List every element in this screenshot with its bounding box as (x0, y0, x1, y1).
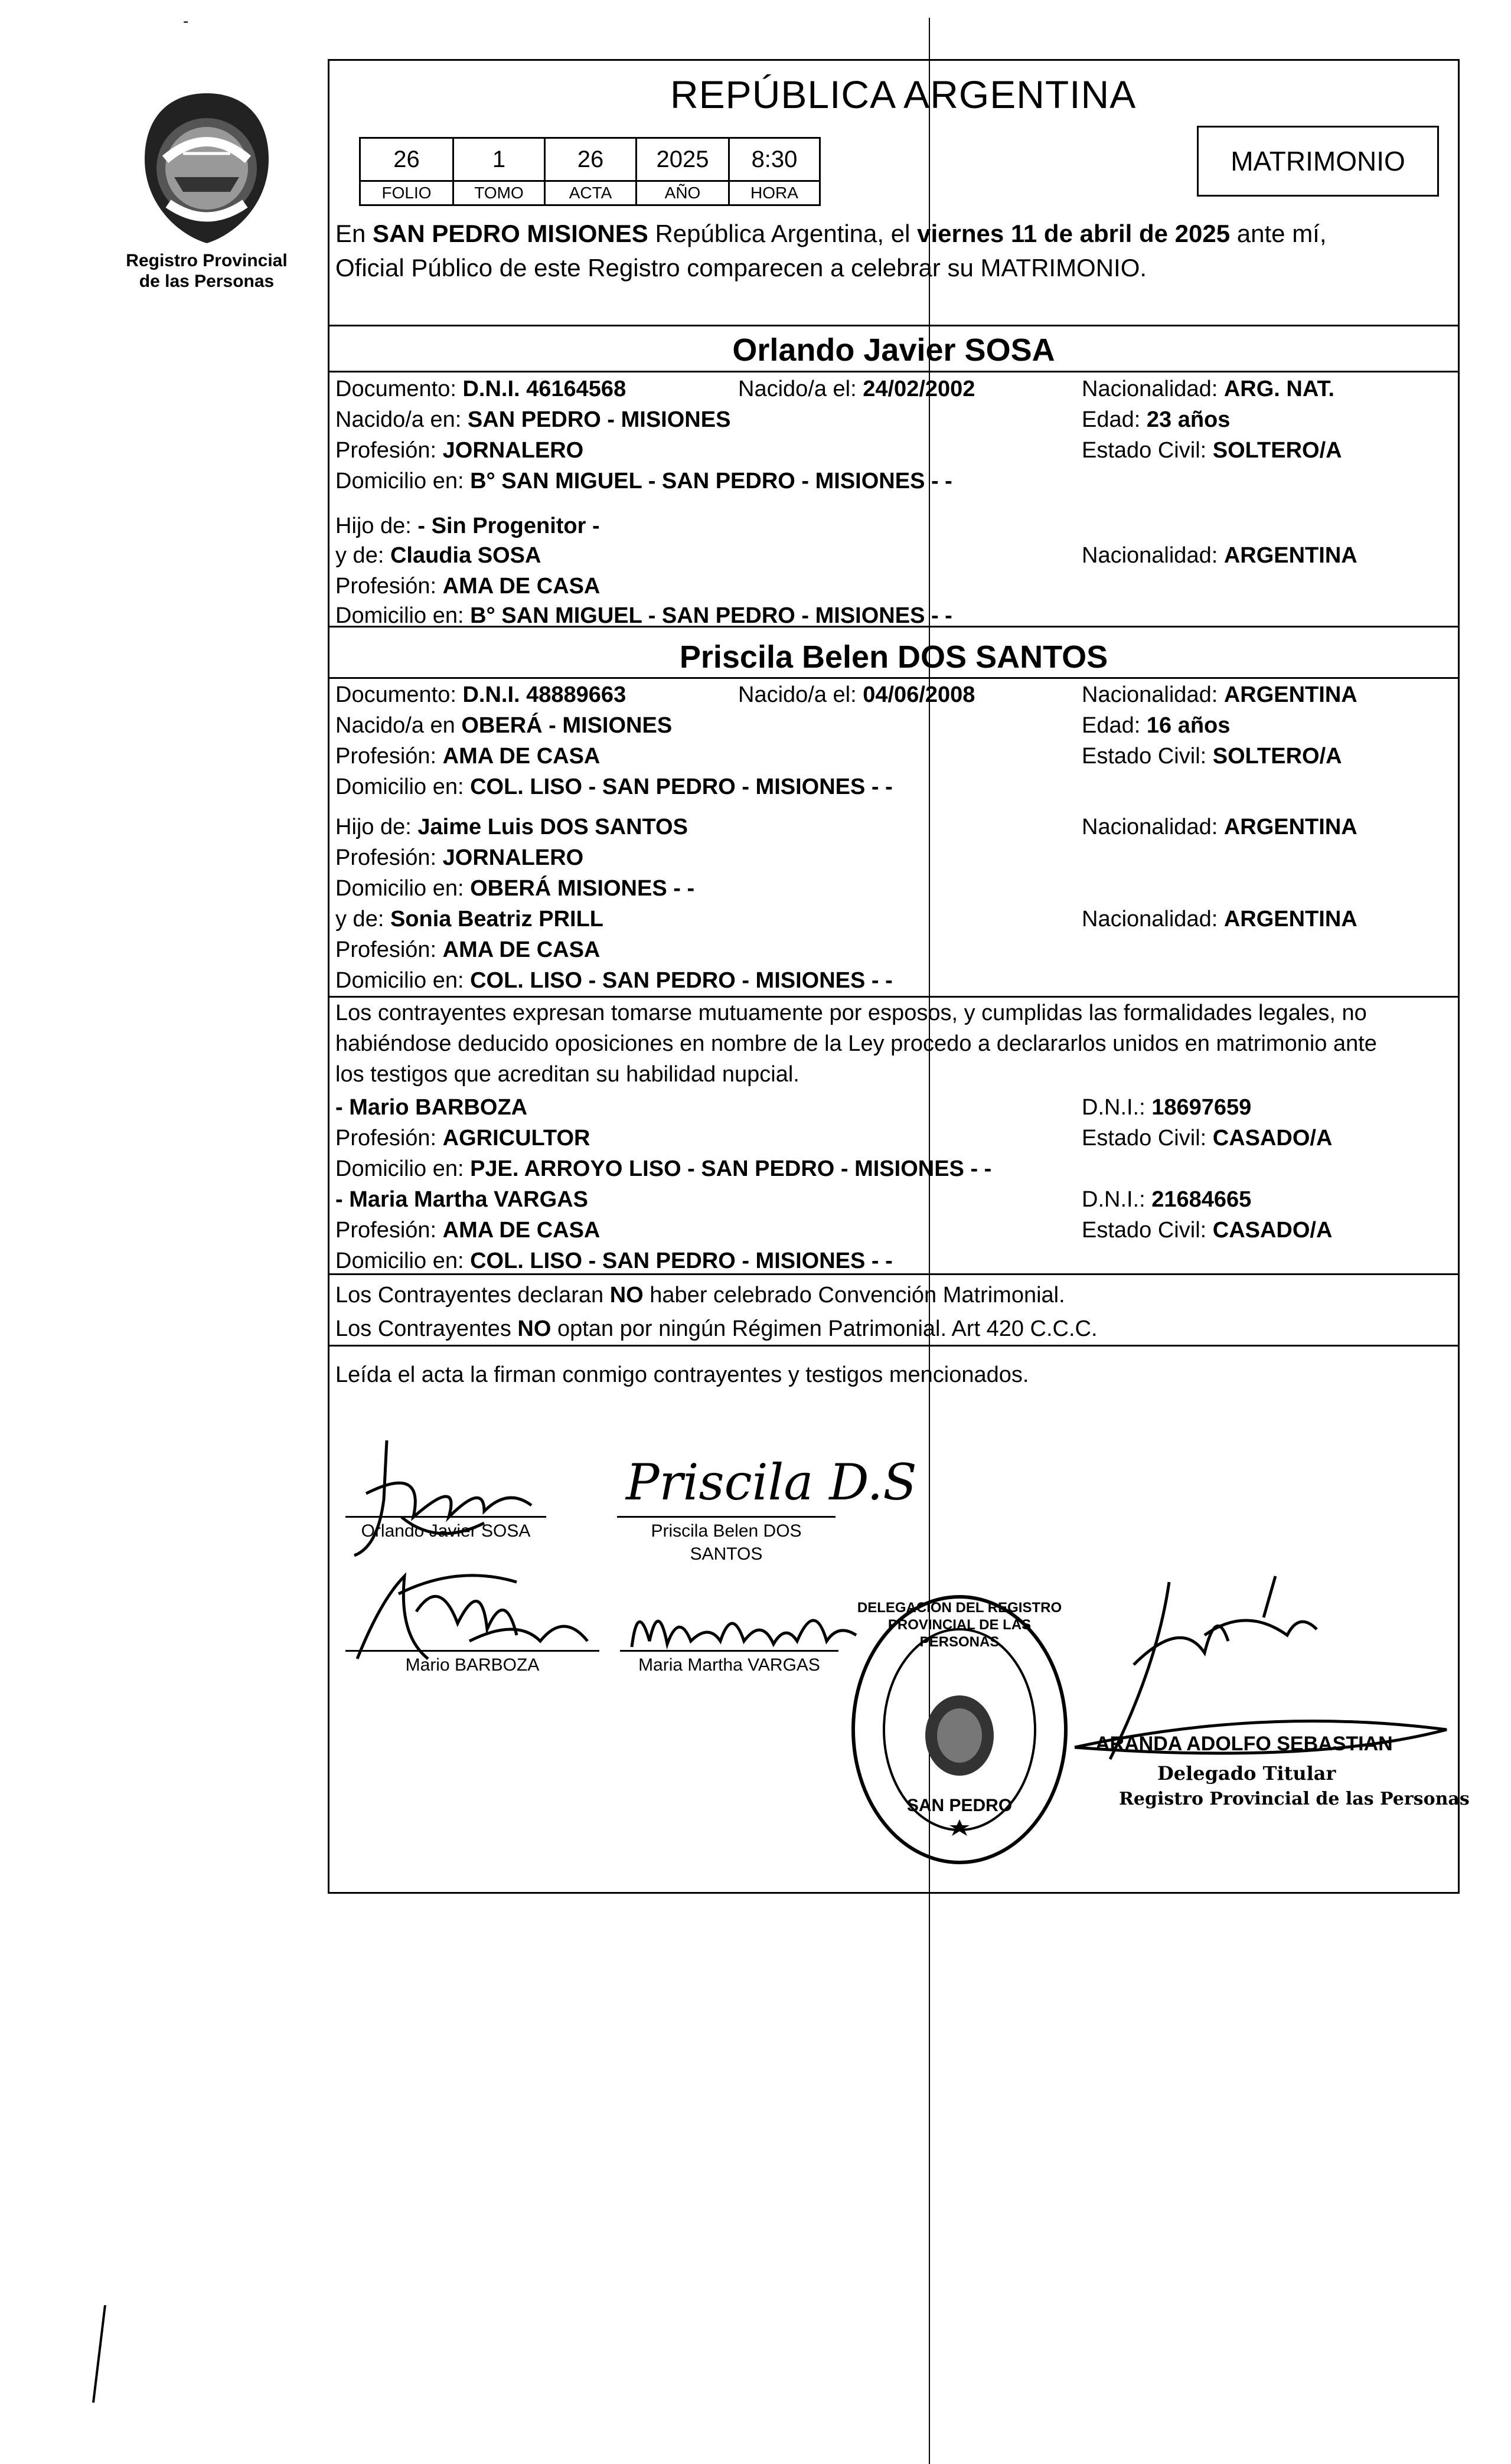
divider-header (328, 325, 1460, 326)
registry-name-line2: de las Personas (139, 271, 275, 291)
groom-age: Edad: 23 años (1082, 407, 1231, 432)
convention-statement: Los Contrayentes declaran NO haber celebrado Convención Matrimonial. (335, 1283, 1065, 1308)
groom-profession: Profesión: JORNALERO (335, 438, 584, 463)
declaration-line-2: habiéndose deducido oposiciones en nombre de la Ley procedo a declararlos unidos en matrimonio ante (335, 1031, 1377, 1056)
bride-signature-caption: Priscila Belen DOS SANTOS (651, 1521, 802, 1564)
witness-2-signature-caption: Maria Martha VARGAS (638, 1655, 820, 1675)
groom-document: Documento: D.N.I. 46164568 (335, 377, 626, 401)
closing-statement: Leída el acta la firman conmigo contrayentes y testigos mencionados. (335, 1362, 1029, 1387)
witness-2-civil-status: Estado Civil: CASADO/A (1082, 1218, 1333, 1243)
groom-signature-line (345, 1516, 546, 1518)
ceremony-date: viernes 11 de abril de 2025 (917, 220, 1231, 247)
official-name: ARANDA ADOLFO SEBASTIAN (1095, 1733, 1393, 1755)
witness-2-profession: Profesión: AMA DE CASA (335, 1218, 601, 1243)
official-registry: Registro Provincial de las Personas (1119, 1789, 1470, 1809)
witness-2-signature-line (620, 1650, 838, 1652)
country-title: REPÚBLICA ARGENTINA (670, 73, 1137, 116)
groom-birth-date: Nacido/a el: 24/02/2002 (738, 377, 975, 401)
witness-2-name: - Maria Martha VARGAS (335, 1187, 588, 1212)
year-value: 2025 (637, 138, 729, 181)
groom-mother-address: Domicilio en: B° SAN MIGUEL - SAN PEDRO - MISIONES - - (335, 603, 952, 628)
bride-father: Hijo de: Jaime Luis DOS SANTOS (335, 815, 688, 839)
bride-father-address: Domicilio en: OBERÁ MISIONES - - (335, 876, 695, 901)
bride-birth-date: Nacido/a el: 04/06/2008 (738, 682, 975, 707)
bride-signature-line (617, 1516, 836, 1518)
folio-value: 26 (360, 138, 453, 181)
hour-value: 8:30 (729, 138, 820, 181)
witness-1-address: Domicilio en: PJE. ARROYO LISO - SAN PEDRO - MISIONES - - (335, 1156, 992, 1181)
bride-father-nationality: Nacionalidad: ARGENTINA (1082, 815, 1357, 839)
groom-birth-place: Nacido/a en: SAN PEDRO - MISIONES (335, 407, 731, 432)
bride-age: Edad: 16 años (1082, 713, 1231, 738)
bride-mother-profession: Profesión: AMA DE CASA (335, 937, 601, 962)
witness-1-signature-line (345, 1650, 599, 1652)
divider-witnesses-end (328, 1273, 1460, 1275)
patrimonial-regime-statement: Los Contrayentes NO optan por ningún Régimen Patrimonial. Art 420 C.C.C. (335, 1316, 1098, 1341)
year-label: AÑO (637, 181, 729, 205)
bride-document: Documento: D.N.I. 48889663 (335, 682, 626, 707)
witness-1-name: - Mario BARBOZA (335, 1095, 528, 1120)
bride-mother-nationality: Nacionalidad: ARGENTINA (1082, 907, 1357, 932)
bride-mother: y de: Sonia Beatriz PRILL (335, 907, 604, 932)
province-seal-logo (127, 89, 286, 248)
groom-mother-nationality: Nacionalidad: ARGENTINA (1082, 543, 1357, 568)
divider-groom-title (328, 371, 1460, 372)
bride-father-profession: Profesión: JORNALERO (335, 845, 584, 870)
tomo-value: 1 (453, 138, 545, 181)
witness-2-address: Domicilio en: COL. LISO - SAN PEDRO - MISIONES - - (335, 1249, 893, 1273)
divider-bride-title (328, 677, 1460, 679)
official-role: Delegado Titular (1157, 1762, 1336, 1785)
witness-2-signature (626, 1588, 862, 1659)
bride-civil-status: Estado Civil: SOLTERO/A (1082, 744, 1342, 769)
folio-label: FOLIO (360, 181, 453, 205)
groom-signature-caption: Orlando Javier SOSA (361, 1521, 531, 1541)
witness-1-signature-caption: Mario BARBOZA (405, 1655, 540, 1675)
divider-bride-end (328, 996, 1460, 998)
bride-birth-place: Nacido/a en OBERÁ - MISIONES (335, 713, 673, 738)
bride-mother-address: Domicilio en: COL. LISO - SAN PEDRO - MISIONES - - (335, 968, 893, 993)
groom-address: Domicilio en: B° SAN MIGUEL - SAN PEDRO - MISIONES - - (335, 469, 952, 494)
bride-profession: Profesión: AMA DE CASA (335, 744, 601, 769)
groom-mother-profession: Profesión: AMA DE CASA (335, 574, 601, 599)
divider-conventions-end (328, 1345, 1460, 1347)
witness-1-profession: Profesión: AGRICULTOR (335, 1126, 590, 1151)
bride-name-title: Priscila Belen DOS SANTOS (679, 639, 1108, 675)
tomo-label: TOMO (453, 181, 545, 205)
registration-table (359, 137, 821, 206)
intro-line-1: En SAN PEDRO MISIONES República Argentina, el viernes 11 de abril de 2025 ante mí, (335, 220, 1327, 247)
acta-value: 26 (545, 138, 637, 181)
ceremony-place: SAN PEDRO MISIONES (373, 220, 648, 247)
certificate-type-box: MATRIMONIO (1197, 126, 1439, 197)
bride-nationality: Nacionalidad: ARGENTINA (1082, 682, 1357, 707)
witness-1-civil-status: Estado Civil: CASADO/A (1082, 1126, 1333, 1151)
hour-label: HORA (729, 181, 820, 205)
groom-nationality: Nacionalidad: ARG. NAT. (1082, 377, 1335, 401)
witness-2-dni: D.N.I.: 21684665 (1082, 1187, 1252, 1212)
registry-name-line1: Registro Provincial (126, 251, 288, 270)
stamp-text: DELEGACION DEL REGISTRO PROVINCIAL DE LAS PERSONAS (857, 1600, 1062, 1650)
groom-name-title: Orlando Javier SOSA (732, 332, 1055, 368)
groom-father: Hijo de: - Sin Progenitor - (335, 514, 600, 538)
acta-label: ACTA (545, 181, 637, 205)
declaration-line-1: Los contrayentes expresan tomarse mutuamente por esposos, y cumplidas las formalidades legales, no (335, 1001, 1367, 1025)
scan-mark-stroke (87, 2302, 111, 2409)
intro-line-2: Oficial Público de este Registro comparecen a celebrar su MATRIMONIO. (335, 254, 1147, 282)
stamp-bottom-text: SAN PEDRO (906, 1796, 1013, 1815)
scan-mark-top: - (183, 12, 189, 30)
witness-1-dni: D.N.I.: 18697659 (1082, 1095, 1252, 1120)
groom-civil-status: Estado Civil: SOLTERO/A (1082, 438, 1342, 463)
declaration-line-3: los testigos que acreditan su habilidad nupcial. (335, 1062, 799, 1087)
groom-mother: y de: Claudia SOSA (335, 543, 541, 568)
registry-logo-block (118, 89, 295, 292)
bride-signature: Priscila D.S (626, 1453, 917, 1511)
bride-address: Domicilio en: COL. LISO - SAN PEDRO - MISIONES - - (335, 775, 893, 799)
